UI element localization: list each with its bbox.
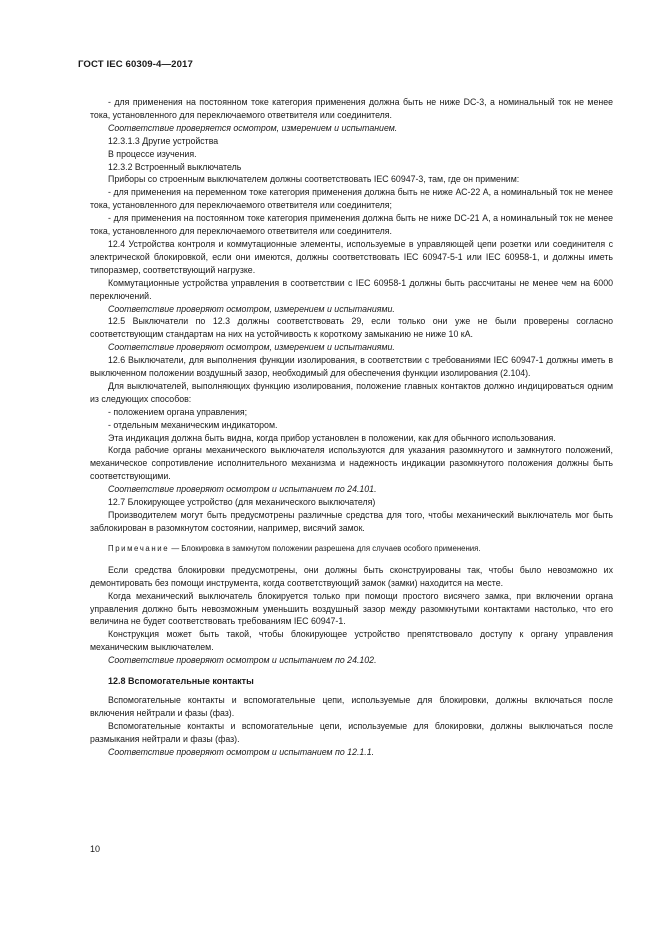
- paragraph: Вспомогательные контакты и вспомогательные цепи, используемые для блокировки, должны включаться после включения нейтрали и фазы (фаз).: [90, 694, 613, 718]
- paragraph: 12.4 Устройства контроля и коммутационные элементы, используемые в управляющей цепи розетки или соединителя с электрической блокировкой, если они имеются, должны соответствовать IEC 60947-5-1 или IEC 60958-1, и должны иметь типоразмер, соответствующий нагрузке.: [90, 238, 613, 275]
- paragraph: Коммутационные устройства управления в соответствии с IEC 60958-1 должны быть рассчитаны не менее чем на 6000 переключений.: [90, 277, 613, 301]
- paragraph: Конструкция может быть такой, чтобы блокирующее устройство препятствовало доступу к органу управления механическим выключателем.: [90, 629, 613, 653]
- paragraph: Если средства блокировки предусмотрены, они должны быть сконструированы так, чтобы было невозможно их демонтировать без помощи инструмента, когда соответствующий замок (замки) находится на месте.: [90, 564, 613, 588]
- paragraph: Когда механический выключатель блокируется только при помощи простого висячего замка, при включении органа управления должно быть невозможным уменьшить воздушный зазор между разомкнутыми контактами настолько, что его величина не будет соответствовать требованиям IEC 60947-1.: [90, 590, 613, 627]
- paragraph: Когда рабочие органы механического выключателя используются для указания разомкнутого и замкнутого положений, механическое сопротивление исполнительного механизма и надежность индикации разомкнутого положения должны быть соответствующими.: [90, 445, 613, 482]
- paragraph: Соответствие проверяют осмотром, измерением и испытаниями.: [108, 303, 395, 314]
- document-body: [90, 96, 613, 759]
- note-paragraph: [90, 543, 613, 555]
- paragraph: 12.6 Выключатели, для выполнения функции изолирования, в соответствии с требованиями IEC 60947-1 должны иметь в выключенном положении воздушный зазор, необходимый для обеспечения функции изолирования (2.104).: [90, 355, 613, 379]
- paragraph: - для применения на постоянном токе категория применения должна быть не ниже DC-3, а номинальный ток не менее тока, установленного для переключаемого ответвителя или соединителя.: [90, 97, 613, 120]
- paragraph: Соответствие проверяют осмотром, измерением и испытаниями.: [108, 342, 395, 353]
- text-block-2: [90, 564, 613, 667]
- paragraph: Для выключателей, выполняющих функцию изолирования, положение главных контактов должно индицироваться одним из следующих способов:: [90, 380, 613, 404]
- document-header: ГОСТ IEC 60309-4—2017: [78, 59, 193, 70]
- paragraph: - для применения на переменном токе категория применения должна быть не ниже АС-22 А, а номинальный ток не менее тока, установленного для переключаемого ответвителя или соединителя;: [90, 187, 613, 211]
- paragraph: 12.3.2 Встроенный выключатель: [108, 161, 242, 172]
- page-number: 10: [90, 844, 101, 854]
- note-text: — Блокировка в замкнутом положении разрешена для случаев особого применения.: [171, 543, 481, 553]
- paragraph: Соответствие проверяют осмотром и испытанием по 12.1.1.: [108, 746, 375, 757]
- paragraph: Вспомогательные контакты и вспомогательные цепи, используемые для блокировки, должны выключаться после размыкания нейтрали и фазы (фаз).: [90, 720, 613, 744]
- paragraph: - для применения на постоянном токе категория применения должна быть не ниже DC-21 А, а номинальный ток не менее тока, установленного для переключаемого ответвителя или соединителя.: [90, 213, 613, 237]
- text-block-1: [90, 96, 613, 535]
- paragraph: Соответствие проверяется осмотром, измерением и испытанием.: [108, 122, 398, 133]
- paragraph: Эта индикация должна быть видна, когда прибор установлен в положении, как для обычного использования.: [108, 432, 556, 443]
- paragraph: Соответствие проверяют осмотром и испытанием по 24.102.: [108, 655, 377, 666]
- paragraph: Приборы со строенным выключателем должны соответствовать IEC 60947-3, там, где он применим:: [108, 174, 520, 185]
- paragraph: 12.3.1.3 Другие устройства: [108, 135, 219, 146]
- paragraph: - положением органа управления;: [108, 406, 248, 417]
- note-label: Примечание: [108, 543, 170, 553]
- text-block-3: [90, 694, 613, 759]
- section-heading: 12.8 Вспомогательные контакты: [108, 676, 254, 687]
- paragraph: В процессе изучения.: [108, 148, 197, 159]
- paragraph: - отдельным механическим индикатором.: [108, 419, 278, 430]
- paragraph: Производителем могут быть предусмотрены различные средства для того, чтобы механический выключатель мог быть заблокирован в разомкнутом состоянии, например, висячий замок.: [90, 510, 613, 533]
- paragraph: 12.5 Выключатели по 12.3 должны соответствовать 29, если только они уже не были проверены согласно соответствующим стандартам на них на устойчивость к короткому замыканию не ниже 10 кА.: [90, 316, 613, 340]
- paragraph: Соответствие проверяют осмотром и испытанием по 24.101.: [108, 484, 377, 495]
- paragraph: 12.7 Блокирующее устройство (для механического выключателя): [108, 497, 376, 508]
